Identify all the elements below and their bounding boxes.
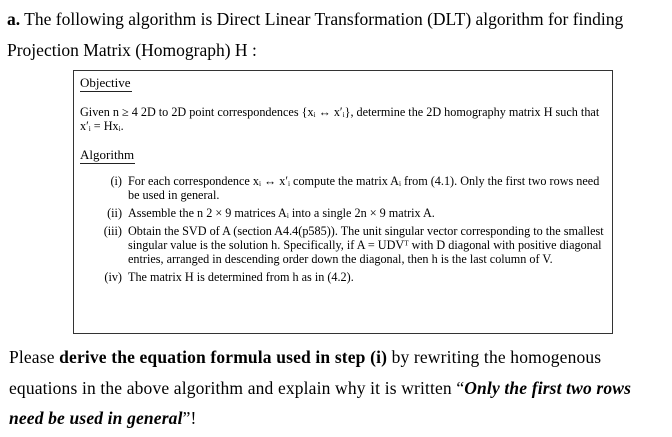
part-label: a. [7,9,21,29]
step-number: (ii) [107,206,122,220]
algorithm-step [92,174,612,202]
step-number: (iv) [104,270,122,284]
step-text: For each correspondence xᵢ ↔ x′ᵢ compute the matrix Aᵢ from (4.1). Only the first two rows need be used in general. [128,174,600,202]
algorithm-step [92,224,612,266]
question-heading [7,4,667,66]
question-quote: Only the first two rows need be used in general [9,377,632,428]
algorithm-steps [92,174,612,288]
heading-text: The following algorithm is Direct Linear Transformation (DLT) algorithm for finding Projection Matrix (Homograph) H : [7,9,624,60]
step-text: The matrix H is determined from h as in (4.2). [128,270,354,284]
step-number: (i) [110,174,122,188]
question-text [9,342,669,434]
objective-label: Objective [80,75,131,90]
algorithm-step [92,270,612,284]
step-text: Assemble the n 2 × 9 matrices Aᵢ into a single 2n × 9 matrix A. [128,206,435,220]
question-emphasis: derive the equation formula used in step (i) [59,347,388,367]
step-text: Obtain the SVD of A (section A4.4(p585)). The unit singular vector corresponding to the smallest singular value is the solution h. Specifically, if A = UDVᵀ with D diagonal with positive diagonal entries, arranged in descending order down the diagonal, then h is the last column of V. [128,224,604,266]
algorithm-step [92,206,612,220]
step-number: (iii) [103,224,122,238]
question-part: ”! [182,408,197,428]
objective-text: Given n ≥ 4 2D to 2D point correspondences {xᵢ ↔ x′ᵢ}, determine the 2D homography matrix H such that x′ᵢ = Hxᵢ. [80,105,600,133]
algorithm-box [73,70,613,334]
question-part: by rewriting the homogenous equations in the above algorithm and explain why it is written “ [9,347,602,398]
algorithm-label: Algorithm [80,147,135,162]
question-part: Please [9,347,60,367]
